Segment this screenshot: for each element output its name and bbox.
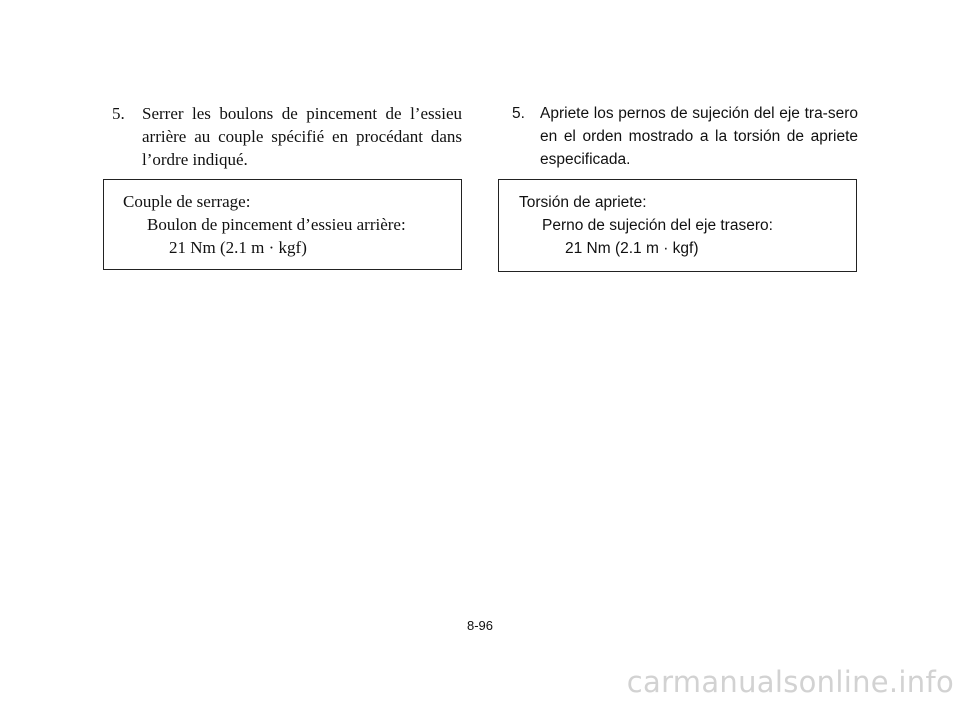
torque-spec-box-fr <box>103 179 462 270</box>
french-column <box>112 102 462 171</box>
step-text: Serrer les boulons de pincement de l’essieu arrière au couple spécifié en procédant dans l’ordre indiqué. <box>142 104 462 169</box>
step-5-es <box>512 102 858 171</box>
spanish-column <box>512 102 858 171</box>
spec-title: Couple de serrage: <box>123 192 251 211</box>
page-number: 8-96 <box>466 618 494 633</box>
step-number: 5. <box>112 104 125 123</box>
spec-item: Boulon de pincement d’essieu arrière: <box>147 215 406 234</box>
watermark: carmanualsonline.info <box>626 665 954 699</box>
spec-value: 21 Nm (2.1 m · kgf) <box>565 240 699 257</box>
step-5-fr <box>112 102 462 171</box>
spec-value: 21 Nm (2.1 m · kgf) <box>169 238 307 257</box>
step-text: Apriete los pernos de sujeción del eje tra-sero en el orden mostrado a la torsión de apriete especificada. <box>540 105 858 168</box>
step-number: 5. <box>512 105 525 122</box>
spec-title: Torsión de apriete: <box>519 194 647 211</box>
spec-item: Perno de sujeción del eje trasero: <box>542 217 773 234</box>
torque-spec-box-es <box>498 179 857 272</box>
